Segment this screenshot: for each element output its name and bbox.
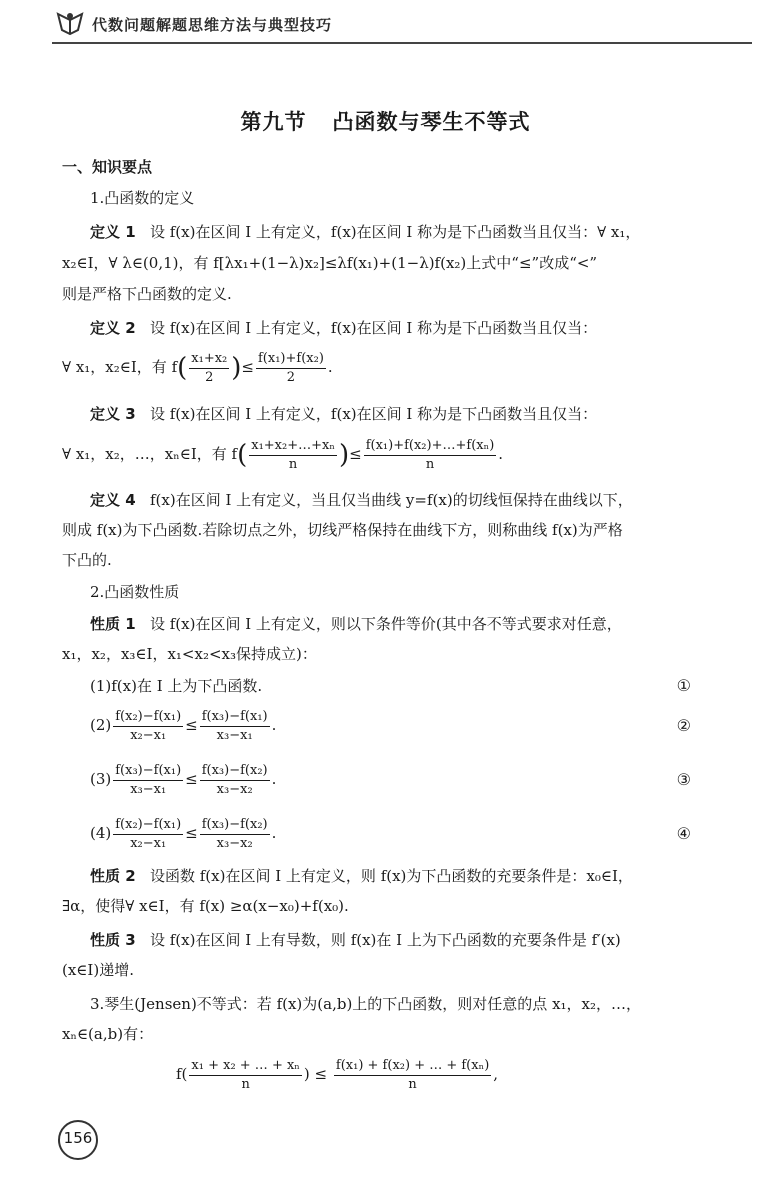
prop1-line1 (90, 614, 622, 634)
def3-formula-prefix: ∀ x₁，x₂，…，xₙ∈I，有 f (62, 445, 238, 463)
mark-1: ① (676, 676, 691, 695)
section-number: 第九节 (240, 110, 307, 134)
section-name: 凸函数与琴生不等式 (332, 110, 531, 134)
def4-line2: 则成 f(x)为下凸函数.若除切点之外，切线严格保持在曲线下方，则称曲线 f(x)为严格 (62, 521, 623, 539)
page-number (58, 1120, 98, 1160)
def1-line2: x₂∈I，∀ λ∈(0,1)，有 f[λx₁+(1−λ)x₂]≤λf(x₁)+(1−λ)f(x₂)上式中“≤”改成“<” (62, 254, 598, 272)
prop3-line1 (90, 930, 621, 950)
prop1-cond4: (4) $\frac{\text{f(x₂)−f(x₁)}}{\text{x₂−x₁}}$ ≤ $\frac{\text{f(x₃)−f(x₂)}}{\text{x₃−x₂}}$ . (90, 816, 277, 851)
def1-label: 定义 1 (90, 223, 136, 241)
def4-line1 (90, 490, 633, 510)
def4-text-1: f(x)在区间 I 上有定义，当且仅当曲线 y=f(x)的切线恒保持在曲线以下， (149, 491, 633, 509)
prop2-line1 (90, 866, 633, 886)
subheading-2: 2.凸函数性质 (90, 583, 180, 601)
prop1-cond3: (3) $\frac{\text{f(x₃)−f(x₁)}}{\text{x₃−x₁}}$ ≤ $\frac{\text{f(x₃)−f(x₂)}}{\text{x₃−x₂}}$ . (90, 762, 277, 797)
def3-frac-right: $\frac{\text{f(x₁)+f(x₂)+…+f(xₙ)}}{n}$ (365, 437, 495, 472)
def3-text-1: 设 f(x)在区间 I 上有定义，f(x)在区间 I 称为是下凸函数当且仅当： (149, 405, 598, 423)
prop3-line2: (x∈I)递增. (62, 961, 134, 979)
def3-label: 定义 3 (90, 405, 136, 423)
def2-formula: ∀ x₁，x₂∈I，有 f( $\frac{\text{x₁+x₂}}{2}$ )≤ $\frac{\text{f(x₁)+f(x₂)}}{2}$ . (62, 350, 333, 385)
section-title (0, 106, 771, 136)
def2-frac-left: $\frac{\text{x₁+x₂}}{2}$ (191, 350, 228, 385)
jensen-frac-right: $\frac{\text{f(x₁) + f(x₂) + … + f(xₙ)}}{n}$ (335, 1057, 490, 1092)
def2-frac-right: $\frac{\text{f(x₁)+f(x₂)}}{2}$ (258, 350, 324, 385)
knowledge-heading: 一、知识要点 (62, 158, 153, 176)
subheading-3: 3.琴生(Jensen)不等式：若 f(x)为(a,b)上的下凸函数，则对任意的点 x₁，x₂，…， (90, 995, 642, 1013)
def1-line3: 则是严格下凸函数的定义. (62, 285, 232, 303)
prop1-cond2: (2) $\frac{\text{f(x₂)−f(x₁)}}{\text{x₂−x₁}}$ ≤ $\frac{\text{f(x₃)−f(x₁)}}{\text{x₃−x₁}}$ . (90, 708, 277, 743)
header-rule (52, 42, 752, 44)
def2-text-1: 设 f(x)在区间 I 上有定义，f(x)在区间 I 称为是下凸函数当且仅当： (149, 319, 598, 337)
def4-label: 定义 4 (90, 491, 136, 509)
def1-text-1: 设 f(x)在区间 I 上有定义，f(x)在区间 I 称为是下凸函数当且仅当：∀ x₁， (149, 223, 641, 241)
prop2-label: 性质 2 (90, 867, 136, 885)
def2-line1 (90, 318, 597, 338)
prop3-text-1: 设 f(x)在区间 I 上有导数，则 f(x)在 I 上为下凸函数的充要条件是 f′(x) (149, 931, 621, 949)
page-number-text: 156 (63, 1129, 93, 1147)
book-title: 代数问题解题思维方法与典型技巧 (92, 16, 333, 34)
prop1-text-1: 设 f(x)在区间 I 上有定义，则以下条件等价(其中各不等式要求对任意， (149, 615, 622, 633)
prop2-line2: ∃α，使得∀ x∈I，有 f(x) ≥α(x−x₀)+f(x₀). (62, 897, 349, 915)
mark-4: ④ (676, 824, 691, 843)
def3-line1 (90, 404, 597, 424)
running-header (52, 6, 752, 40)
prop3-label: 性质 3 (90, 931, 136, 949)
mark-3: ③ (676, 770, 691, 789)
jensen-formula: f( $\frac{\text{x₁ + x₂ + … + xₙ}}{n}$ ) ≤ $\frac{\text{f(x₁) + f(x₂) + … + f(xₙ)}}{n}$ , (176, 1057, 499, 1092)
def3-frac-left: $\frac{\text{x₁+x₂+…+xₙ}}{n}$ (251, 437, 335, 472)
subheading-1: 1.凸函数的定义 (90, 189, 195, 207)
jensen-frac-left: $\frac{\text{x₁ + x₂ + … + xₙ}}{n}$ (191, 1057, 300, 1092)
prop1-label: 性质 1 (90, 615, 136, 633)
prop1-line2: x₁，x₂，x₃∈I，x₁<x₂<x₃保持成立)： (62, 645, 317, 663)
def2-label: 定义 2 (90, 319, 136, 337)
subheading-3-cont: xₙ∈(a,b)有： (62, 1025, 154, 1043)
def4-line3: 下凸的. (62, 551, 112, 569)
def2-formula-prefix: ∀ x₁，x₂∈I，有 f (62, 358, 178, 376)
book-logo-icon (56, 10, 84, 36)
prop2-text-1: 设函数 f(x)在区间 I 上有定义，则 f(x)为下凸函数的充要条件是：x₀∈I， (149, 867, 633, 885)
def1-line1 (90, 222, 640, 242)
prop1-cond1: (1)f(x)在 I 上为下凸函数. (90, 677, 263, 695)
mark-2: ② (676, 716, 691, 735)
def3-formula: ∀ x₁，x₂，…，xₙ∈I，有 f( $\frac{\text{x₁+x₂+…+xₙ}}{n}$ )≤ $\frac{\text{f(x₁)+f(x₂)+…+f(xₙ)}}{n}$ . (62, 437, 504, 472)
